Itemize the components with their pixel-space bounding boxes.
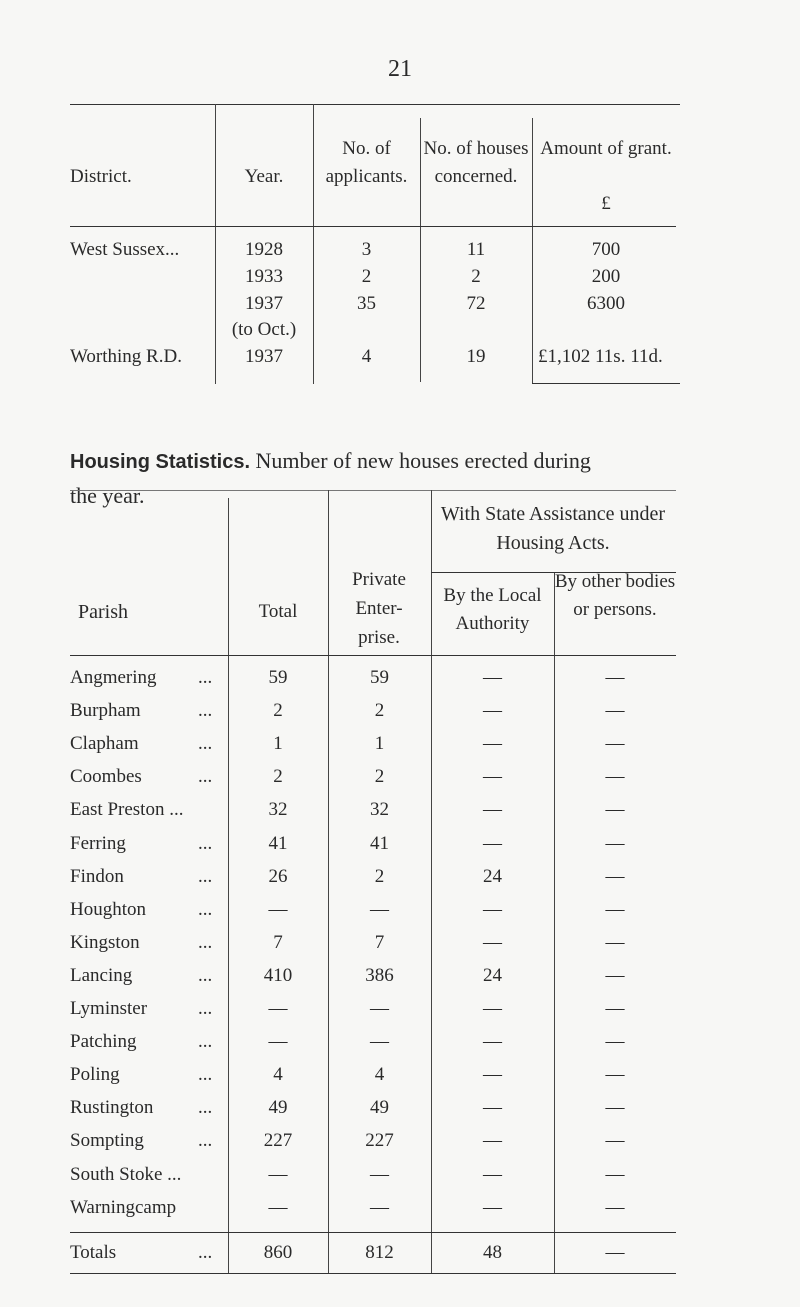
cell-other: —	[605, 1064, 625, 1086]
cell-parish: Rustington	[70, 1097, 154, 1119]
grant-applicants: 2	[361, 266, 372, 287]
cell-other: —	[605, 832, 625, 854]
cell-dots: ...	[198, 1130, 213, 1152]
cell-total: 227	[263, 1130, 293, 1152]
totals-private: 812	[365, 1242, 394, 1263]
cell-parish: Houghton	[70, 898, 146, 920]
cell-parish: Burpham	[70, 700, 141, 722]
cell-parish: Sompting	[70, 1130, 144, 1152]
caption-bold: Housing Statistics.	[70, 451, 251, 473]
table-row	[0, 1064, 800, 1092]
cell-parish: Findon	[70, 865, 124, 887]
cell-total: 2	[273, 700, 283, 722]
cell-private: 2	[374, 865, 385, 887]
cell-other: —	[605, 1097, 625, 1119]
grant-applicants: 4	[361, 346, 372, 367]
cell-parish: East Preston ...	[70, 799, 184, 821]
cell-other: —	[605, 964, 625, 986]
grant-amount: 700	[591, 239, 621, 260]
cell-local: —	[483, 1130, 502, 1152]
header-parish: Parish	[78, 601, 128, 623]
totals-local: 48	[483, 1242, 502, 1263]
cell-dots: ...	[198, 1097, 213, 1119]
table-row	[0, 1031, 800, 1059]
cell-total: 49	[268, 1097, 288, 1119]
cell-total: 41	[268, 832, 288, 854]
header-year: Year.	[244, 166, 284, 187]
totals-rule	[70, 1232, 676, 1233]
cell-dots: ...	[198, 700, 213, 722]
grant-district: Worthing R.D.	[70, 346, 182, 367]
cell-parish: Ferring	[70, 832, 126, 854]
cell-other: —	[605, 1163, 625, 1185]
totals-total: 860	[263, 1242, 293, 1263]
table-row	[0, 700, 800, 728]
header-district: District.	[70, 166, 132, 187]
cell-other: —	[605, 733, 625, 755]
cell-dots: ...	[198, 733, 213, 755]
grant-amount: 6300	[587, 293, 625, 314]
cell-total: —	[268, 998, 288, 1019]
cell-total: 4	[273, 1064, 283, 1086]
grant-applicants: 3	[361, 239, 372, 260]
cell-other: —	[605, 700, 625, 722]
cell-parish: Coombes	[70, 766, 142, 788]
header-state-assistance: With State Assistance under Housing Acts.	[440, 503, 666, 554]
cell-local: —	[483, 799, 502, 821]
cell-parish: Lyminster	[70, 998, 148, 1019]
cell-total: 2	[273, 766, 283, 788]
table-row	[0, 1197, 800, 1225]
cell-total: —	[268, 1163, 288, 1185]
cell-dots: ...	[198, 898, 213, 920]
totals-label: Totals	[70, 1242, 117, 1263]
table-row	[0, 1097, 800, 1125]
cell-local: —	[483, 931, 502, 953]
cell-local: —	[483, 1031, 502, 1053]
cell-private: —	[370, 1163, 389, 1185]
cell-private: —	[370, 898, 389, 920]
top-rule	[70, 490, 676, 491]
cell-other: —	[605, 766, 625, 788]
rule	[70, 104, 680, 105]
cell-private: 59	[370, 667, 389, 688]
cell-total: 26	[268, 865, 288, 887]
cell-total: —	[268, 1196, 288, 1218]
caption-continuation: the year.	[70, 483, 145, 508]
cell-private: 1	[374, 733, 385, 755]
caption-text: Number of new houses erected during	[255, 448, 591, 473]
cell-total: 410	[263, 964, 293, 986]
cell-parish: Patching	[70, 1031, 137, 1053]
table-row	[0, 998, 800, 1026]
table-row	[0, 1164, 800, 1192]
cell-local: 24	[483, 865, 502, 887]
grant-houses: 72	[466, 293, 486, 314]
totals-row	[0, 1242, 800, 1270]
cell-private: —	[370, 998, 389, 1019]
cell-parish: Kingston	[70, 931, 140, 953]
cell-private: 49	[370, 1097, 389, 1119]
cell-other: —	[605, 667, 625, 688]
table-row	[0, 667, 800, 695]
cell-private: 386	[365, 964, 394, 986]
bottom-rule	[532, 383, 680, 384]
cell-local: —	[483, 898, 502, 920]
cell-private: 4	[374, 1064, 385, 1086]
housing-statistics-caption	[70, 446, 591, 477]
cell-other: —	[605, 1031, 625, 1053]
cell-dots: ...	[198, 832, 213, 854]
cell-other: —	[605, 1130, 625, 1152]
totals-other: —	[605, 1242, 625, 1263]
totals-dots: ...	[198, 1242, 213, 1263]
grant-year: 1937	[245, 346, 283, 367]
table-row	[0, 932, 800, 960]
header-private-enterprise: Private Enter-prise.	[352, 569, 406, 648]
page-number: 21	[388, 56, 412, 82]
cell-local: —	[483, 766, 502, 788]
header-applicants: No. of applicants.	[325, 138, 408, 187]
cell-private: 2	[374, 766, 385, 788]
cell-local: —	[483, 1196, 502, 1218]
grant-amount: 200	[591, 266, 621, 287]
grant-houses: 19	[466, 346, 486, 367]
cell-local: —	[483, 1064, 502, 1086]
cell-dots: ...	[198, 865, 213, 887]
cell-private: 32	[370, 799, 389, 821]
cell-other: —	[605, 1196, 625, 1218]
grant-houses: 2	[471, 266, 481, 287]
cell-parish: Clapham	[70, 733, 139, 755]
cell-dots: ...	[198, 964, 213, 986]
cell-local: —	[483, 667, 502, 688]
cell-total: 1	[273, 733, 283, 755]
header-amount: Amount of grant.	[540, 138, 672, 159]
cell-private: 2	[374, 700, 385, 722]
cell-other: —	[605, 998, 625, 1019]
table-row	[0, 866, 800, 894]
cell-other: —	[605, 931, 625, 953]
cell-total: —	[268, 1031, 288, 1053]
table-row	[0, 965, 800, 993]
cell-private: 7	[374, 931, 385, 953]
cell-private: 227	[365, 1130, 394, 1152]
table-row	[0, 1130, 800, 1158]
cell-parish: Warningcamp	[70, 1196, 177, 1218]
cell-dots: ...	[198, 931, 213, 953]
cell-local: 24	[483, 964, 502, 986]
grant-amount: £1,102 11s. 11d.	[538, 346, 663, 367]
currency-symbol: £	[601, 193, 611, 214]
table-row	[0, 833, 800, 861]
grant-year: 1937	[245, 293, 283, 314]
grant-year: 1928	[245, 239, 283, 260]
cell-local: —	[483, 832, 502, 854]
cell-parish: Poling	[70, 1064, 120, 1086]
cell-local: —	[483, 733, 502, 755]
table-row	[0, 899, 800, 927]
header-rule	[70, 655, 676, 656]
cell-total: 32	[268, 799, 288, 821]
cell-private: —	[370, 1031, 389, 1053]
cell-local: —	[483, 1097, 502, 1119]
grant-houses: 11	[466, 239, 486, 260]
cell-dots: ...	[198, 667, 213, 688]
grant-district: West Sussex...	[70, 239, 180, 260]
cell-dots: ...	[198, 998, 213, 1019]
table-row	[0, 766, 800, 794]
header-rule	[70, 226, 676, 227]
cell-total: 7	[273, 931, 283, 953]
cell-other: —	[605, 799, 625, 821]
cell-local: —	[483, 1163, 502, 1185]
cell-local: —	[483, 700, 502, 722]
grant-applicants: 35	[357, 293, 376, 314]
cell-parish: South Stoke ...	[70, 1163, 182, 1185]
cell-parish: Lancing	[70, 964, 133, 986]
cell-dots: ...	[198, 1064, 213, 1086]
table-row	[0, 733, 800, 761]
table-row	[0, 799, 800, 827]
grant-year-note: (to Oct.)	[231, 319, 297, 340]
cell-private: 41	[370, 832, 389, 854]
cell-total: —	[268, 898, 288, 920]
cell-dots: ...	[198, 1031, 213, 1053]
cell-other: —	[605, 865, 625, 887]
header-other-bodies: By other bodies or persons.	[554, 571, 676, 620]
cell-parish: Angmering	[70, 667, 157, 688]
header-total: Total	[258, 601, 298, 622]
grant-year: 1933	[245, 266, 283, 287]
cell-private: —	[370, 1196, 389, 1218]
header-houses: No. of houses concerned.	[423, 138, 529, 187]
bottom-rule	[70, 1273, 676, 1274]
cell-dots: ...	[198, 766, 213, 788]
cell-local: —	[483, 998, 502, 1019]
header-local-authority: By the Local Authority	[443, 585, 542, 634]
cell-other: —	[605, 898, 625, 920]
cell-total: 59	[268, 667, 288, 688]
